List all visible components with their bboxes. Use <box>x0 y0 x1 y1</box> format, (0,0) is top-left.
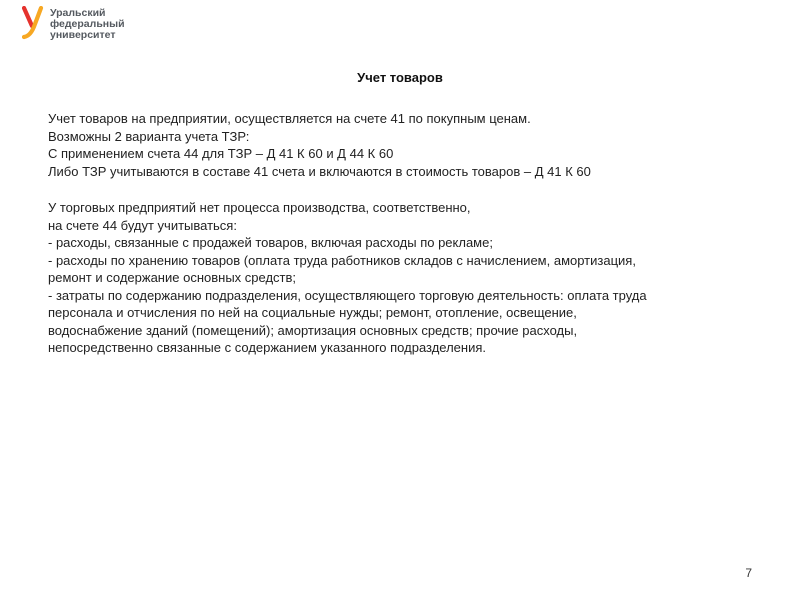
logo-line-3: университет <box>50 29 116 41</box>
body-line: С применением счета 44 для ТЗР – Д 41 К 60 и Д 44 К 60 <box>48 146 394 161</box>
paragraph-gap <box>48 180 778 199</box>
body-line: - расходы, связанные с продажей товаров, включая расходы по рекламе; <box>48 235 493 250</box>
body-line: персонала и отчисления по ней на социальные нужды; ремонт, отопление, освещение, <box>48 305 577 320</box>
slide-body <box>48 110 778 357</box>
body-line: У торговых предприятий нет процесса производства, соответственно, <box>48 200 471 215</box>
university-logo <box>22 6 125 41</box>
body-line: непосредственно связанные с содержанием указанного подразделения. <box>48 340 486 355</box>
logo-wordmark <box>50 8 125 41</box>
logo-line-1: Уральский <box>50 7 106 19</box>
logo-line-2: федеральный <box>50 18 125 30</box>
body-line: водоснабжение зданий (помещений); амортизация основных средств; прочие расходы, <box>48 322 578 338</box>
body-line: на счете 44 будут учитываться: <box>48 217 237 233</box>
body-line: - затраты по содержанию подразделения, осуществляющего торговую деятельность: оплата труда <box>48 287 647 303</box>
body-line: Либо ТЗР учитываются в составе 41 счета и включаются в стоимость товаров – Д 41 К 60 <box>48 163 591 179</box>
body-line: Возможны 2 варианта учета ТЗР: <box>48 128 250 144</box>
slide-title: Учет товаров <box>357 70 443 85</box>
ural-university-emblem-icon <box>22 6 44 40</box>
body-line: - расходы по хранению товаров (оплата труда работников складов с начислением, амортизация, <box>48 252 636 268</box>
page-number: 7 <box>745 566 752 580</box>
body-line: ремонт и содержание основных средств; <box>48 270 297 285</box>
body-line: Учет товаров на предприятии, осуществляется на счете 41 по покупным ценам. <box>48 111 531 126</box>
